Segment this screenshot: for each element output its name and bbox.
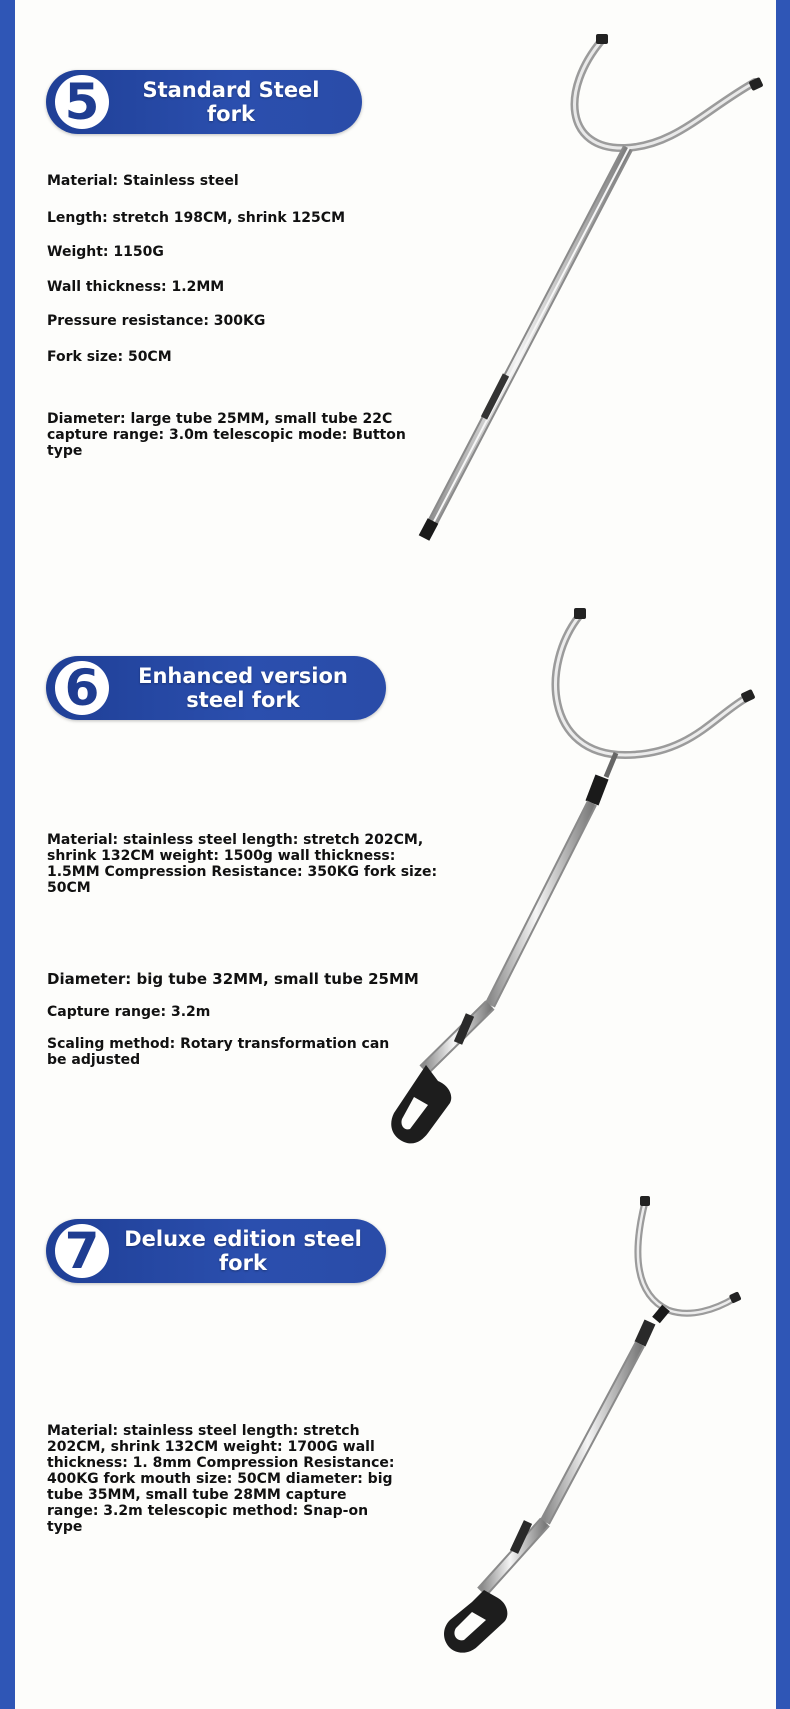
product-6-spec-scaling-method: Scaling method: Rotary transformation can be adjusted <box>47 1036 390 1068</box>
product-6-title: Enhanced version steel fork <box>138 664 348 712</box>
product-5-spec-wall-thickness: Wall thickness: 1.2MM <box>47 279 225 295</box>
product-5-spec-diameter: Diameter: large tube 25MM, small tube 22C capture range: 3.0m telescopic mode: Button type <box>47 411 406 459</box>
product-5-number: 5 <box>55 75 109 129</box>
product-5-spec-length: Length: stretch 198CM, shrink 125CM <box>47 210 345 226</box>
product-6-badge <box>46 656 386 720</box>
product-6-spec-capture-range: Capture range: 3.2m <box>47 1004 211 1020</box>
product-7-title: Deluxe edition steel fork <box>124 1227 362 1275</box>
product-5-spec-fork-size: Fork size: 50CM <box>47 349 172 365</box>
product-5-spec-weight: Weight: 1150G <box>47 244 164 260</box>
product-6-spec-material: Material: stainless steel length: stretch 202CM, shrink 132CM weight: 1500g wall thickness: 1.5MM Compression Resistance: 350KG fork size: 50CM <box>47 832 438 896</box>
product-7-badge <box>46 1219 386 1283</box>
product-7-spec-material: Material: stainless steel length: stretch 202CM, shrink 132CM weight: 1700G wall thickness: 1. 8mm Compression Resistance: 400KG fork mouth size: 50CM diameter: big tube 35MM, small tube 28MM capture range: 3.2m telescopic method: Snap-on type <box>47 1423 395 1535</box>
product-7-number: 7 <box>55 1224 109 1278</box>
product-page <box>15 0 776 1709</box>
product-5-spec-material: Material: Stainless steel <box>47 173 239 189</box>
product-6-number: 6 <box>55 661 109 715</box>
product-5-badge <box>46 70 362 134</box>
product-5-spec-pressure: Pressure resistance: 300KG <box>47 313 266 329</box>
product-5-title: Standard Steel fork <box>142 78 320 126</box>
steel-fork-7-image <box>420 1192 760 1672</box>
steel-fork-5-image <box>410 30 780 550</box>
steel-fork-6-image <box>370 605 770 1150</box>
product-6-spec-diameter: Diameter: big tube 32MM, small tube 25MM <box>47 970 419 988</box>
